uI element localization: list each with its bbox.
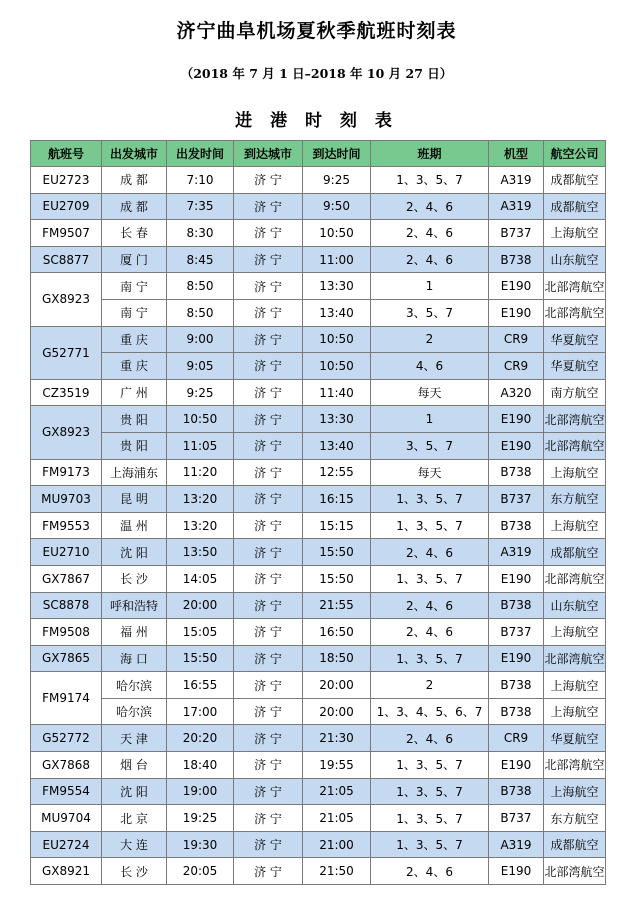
airline-cell: 东方航空 — [544, 486, 606, 513]
flight-number-cell: SC8877 — [31, 246, 102, 273]
airline-cell: 山东航空 — [544, 592, 606, 619]
table-row — [31, 592, 606, 619]
aircraft-cell: E190 — [489, 432, 544, 459]
airline-cell: 上海航空 — [544, 619, 606, 646]
table-row — [31, 778, 606, 805]
days-cell: 1、3、5、7 — [371, 645, 489, 672]
departure-city-cell: 海 口 — [102, 645, 167, 672]
days-cell: 3、5、7 — [371, 432, 489, 459]
aircraft-cell: E190 — [489, 406, 544, 433]
arrival-time-cell: 21:00 — [303, 831, 371, 858]
aircraft-cell: A319 — [489, 539, 544, 566]
days-cell: 1、3、5、7 — [371, 167, 489, 194]
arrival-time-cell: 15:15 — [303, 512, 371, 539]
table-row — [31, 725, 606, 752]
departure-time-cell: 8:45 — [167, 246, 234, 273]
table-row — [31, 299, 606, 326]
aircraft-cell: CR9 — [489, 326, 544, 353]
table-row — [31, 193, 606, 220]
days-cell: 2 — [371, 672, 489, 699]
flight-number-cell: MU9703 — [31, 486, 102, 513]
arrival-city-cell: 济 宁 — [234, 858, 303, 885]
days-cell: 2、4、6 — [371, 858, 489, 885]
aircraft-cell: E190 — [489, 273, 544, 300]
header-arrival-time: 到达时间 — [303, 141, 371, 167]
arrival-city-cell: 济 宁 — [234, 379, 303, 406]
aircraft-cell: E190 — [489, 299, 544, 326]
aircraft-cell: B738 — [489, 592, 544, 619]
arrival-time-cell: 13:40 — [303, 299, 371, 326]
arrival-time-cell: 19:55 — [303, 752, 371, 779]
departure-time-cell: 16:55 — [167, 672, 234, 699]
flight-number-cell: G52771 — [31, 326, 102, 379]
aircraft-cell: B738 — [489, 672, 544, 699]
arrival-time-cell: 15:50 — [303, 565, 371, 592]
arrival-city-cell: 济 宁 — [234, 326, 303, 353]
flight-number-cell: FM9174 — [31, 672, 102, 725]
arrival-city-cell: 济 宁 — [234, 193, 303, 220]
arrival-city-cell: 济 宁 — [234, 220, 303, 247]
days-cell: 2、4、6 — [371, 246, 489, 273]
arrival-time-cell: 10:50 — [303, 220, 371, 247]
departure-city-cell: 广 州 — [102, 379, 167, 406]
days-cell: 1、3、5、7 — [371, 831, 489, 858]
arrival-time-cell: 13:30 — [303, 273, 371, 300]
arrival-city-cell: 济 宁 — [234, 486, 303, 513]
airline-cell: 华夏航空 — [544, 725, 606, 752]
aircraft-cell: A320 — [489, 379, 544, 406]
days-cell: 1、3、5、7 — [371, 486, 489, 513]
departure-city-cell: 天 津 — [102, 725, 167, 752]
arrival-city-cell: 济 宁 — [234, 432, 303, 459]
arrival-city-cell: 济 宁 — [234, 672, 303, 699]
aircraft-cell: B737 — [489, 619, 544, 646]
table-row — [31, 645, 606, 672]
header-departure-city: 出发城市 — [102, 141, 167, 167]
arrival-time-cell: 11:00 — [303, 246, 371, 273]
table-row — [31, 353, 606, 380]
departure-time-cell: 20:05 — [167, 858, 234, 885]
departure-city-cell: 昆 明 — [102, 486, 167, 513]
departure-city-cell: 成 都 — [102, 167, 167, 194]
departure-time-cell: 9:25 — [167, 379, 234, 406]
days-cell: 1 — [371, 406, 489, 433]
aircraft-cell: B738 — [489, 246, 544, 273]
aircraft-cell: A319 — [489, 167, 544, 194]
aircraft-cell: B737 — [489, 805, 544, 832]
airline-cell: 山东航空 — [544, 246, 606, 273]
arrival-city-cell: 济 宁 — [234, 539, 303, 566]
arrival-time-cell: 9:50 — [303, 193, 371, 220]
flight-number-cell: EU2723 — [31, 167, 102, 194]
days-cell: 2、4、6 — [371, 725, 489, 752]
flight-number-cell: MU9704 — [31, 805, 102, 832]
flight-number-cell: GX8923 — [31, 273, 102, 326]
airline-cell: 华夏航空 — [544, 326, 606, 353]
arrival-city-cell: 济 宁 — [234, 619, 303, 646]
arrival-time-cell: 12:55 — [303, 459, 371, 486]
table-row — [31, 619, 606, 646]
departure-city-cell: 大 连 — [102, 831, 167, 858]
airline-cell: 北部湾航空 — [544, 432, 606, 459]
arrival-time-cell: 11:40 — [303, 379, 371, 406]
departure-time-cell: 9:05 — [167, 353, 234, 380]
departure-city-cell: 北 京 — [102, 805, 167, 832]
departure-city-cell: 烟 台 — [102, 752, 167, 779]
airline-cell: 成都航空 — [544, 539, 606, 566]
departure-time-cell: 7:35 — [167, 193, 234, 220]
table-row — [31, 273, 606, 300]
departure-time-cell: 8:50 — [167, 299, 234, 326]
airline-cell: 华夏航空 — [544, 353, 606, 380]
table-row — [31, 220, 606, 247]
arrival-city-cell: 济 宁 — [234, 512, 303, 539]
arrival-time-cell: 21:30 — [303, 725, 371, 752]
table-row — [31, 858, 606, 885]
departure-time-cell: 13:20 — [167, 512, 234, 539]
aircraft-cell: E190 — [489, 752, 544, 779]
days-cell: 1、3、5、7 — [371, 512, 489, 539]
arrival-time-cell: 15:50 — [303, 539, 371, 566]
days-cell: 2、4、6 — [371, 220, 489, 247]
date-range: （2018 年 7 月 1 日–2018 年 10 月 27 日） — [180, 66, 453, 81]
departure-time-cell: 15:05 — [167, 619, 234, 646]
aircraft-cell: CR9 — [489, 725, 544, 752]
aircraft-cell: A319 — [489, 193, 544, 220]
airline-cell: 上海航空 — [544, 672, 606, 699]
days-cell: 每天 — [371, 379, 489, 406]
airline-cell: 北部湾航空 — [544, 299, 606, 326]
departure-city-cell: 南 宁 — [102, 273, 167, 300]
aircraft-cell: B738 — [489, 778, 544, 805]
aircraft-cell: E190 — [489, 858, 544, 885]
table-row — [31, 805, 606, 832]
airline-cell: 北部湾航空 — [544, 273, 606, 300]
header-days: 班期 — [371, 141, 489, 167]
airline-cell: 北部湾航空 — [544, 565, 606, 592]
table-row — [31, 672, 606, 699]
airline-cell: 北部湾航空 — [544, 752, 606, 779]
flight-number-cell: G52772 — [31, 725, 102, 752]
departure-time-cell: 19:00 — [167, 778, 234, 805]
arrival-time-cell: 13:40 — [303, 432, 371, 459]
departure-city-cell: 长 沙 — [102, 858, 167, 885]
arrival-city-cell: 济 宁 — [234, 592, 303, 619]
arrival-city-cell: 济 宁 — [234, 353, 303, 380]
header-flight-number: 航班号 — [31, 141, 102, 167]
flight-number-cell: GX7865 — [31, 645, 102, 672]
arrival-time-cell: 13:30 — [303, 406, 371, 433]
departure-city-cell: 福 州 — [102, 619, 167, 646]
departure-time-cell: 20:00 — [167, 592, 234, 619]
table-row — [31, 326, 606, 353]
flight-number-cell: SC8878 — [31, 592, 102, 619]
departure-time-cell: 8:30 — [167, 220, 234, 247]
arrival-city-cell: 济 宁 — [234, 752, 303, 779]
arrival-city-cell: 济 宁 — [234, 273, 303, 300]
departure-time-cell: 8:50 — [167, 273, 234, 300]
airline-cell: 上海航空 — [544, 220, 606, 247]
arrival-city-cell: 济 宁 — [234, 778, 303, 805]
flight-number-cell: FM9508 — [31, 619, 102, 646]
table-header-row — [31, 141, 606, 167]
header-airline: 航空公司 — [544, 141, 606, 167]
departure-time-cell: 17:00 — [167, 698, 234, 725]
arrival-city-cell: 济 宁 — [234, 805, 303, 832]
departure-city-cell: 长 沙 — [102, 565, 167, 592]
table-row — [31, 432, 606, 459]
arrival-city-cell: 济 宁 — [234, 725, 303, 752]
table-body — [31, 167, 606, 885]
aircraft-cell: B737 — [489, 220, 544, 247]
departure-city-cell: 重 庆 — [102, 326, 167, 353]
airline-cell: 成都航空 — [544, 831, 606, 858]
aircraft-cell: E190 — [489, 565, 544, 592]
days-cell: 1 — [371, 273, 489, 300]
days-cell: 4、6 — [371, 353, 489, 380]
departure-city-cell: 呼和浩特 — [102, 592, 167, 619]
flight-number-cell: FM9507 — [31, 220, 102, 247]
arrival-time-cell: 20:00 — [303, 698, 371, 725]
departure-city-cell: 厦 门 — [102, 246, 167, 273]
flight-number-cell: FM9173 — [31, 459, 102, 486]
departure-time-cell: 18:40 — [167, 752, 234, 779]
table-row — [31, 831, 606, 858]
aircraft-cell: B738 — [489, 698, 544, 725]
arrival-city-cell: 济 宁 — [234, 167, 303, 194]
aircraft-cell: B738 — [489, 459, 544, 486]
table-row — [31, 512, 606, 539]
arrival-time-cell: 21:55 — [303, 592, 371, 619]
airline-cell: 成都航空 — [544, 167, 606, 194]
aircraft-cell: E190 — [489, 645, 544, 672]
days-cell: 1、3、5、7 — [371, 752, 489, 779]
arrival-city-cell: 济 宁 — [234, 698, 303, 725]
airline-cell: 上海航空 — [544, 459, 606, 486]
days-cell: 2、4、6 — [371, 592, 489, 619]
airline-cell: 上海航空 — [544, 512, 606, 539]
section-title: 进 港 时 刻 表 — [235, 111, 398, 131]
table-row — [31, 752, 606, 779]
arrival-time-cell: 18:50 — [303, 645, 371, 672]
departure-city-cell: 上海浦东 — [102, 459, 167, 486]
departure-time-cell: 7:10 — [167, 167, 234, 194]
table-row — [31, 565, 606, 592]
flight-number-cell: EU2724 — [31, 831, 102, 858]
departure-city-cell: 哈尔滨 — [102, 698, 167, 725]
aircraft-cell: B738 — [489, 512, 544, 539]
airline-cell: 南方航空 — [544, 379, 606, 406]
airline-cell: 北部湾航空 — [544, 406, 606, 433]
arrival-city-cell: 济 宁 — [234, 459, 303, 486]
departure-city-cell: 成 都 — [102, 193, 167, 220]
days-cell: 1、3、5、7 — [371, 805, 489, 832]
departure-time-cell: 20:20 — [167, 725, 234, 752]
departure-city-cell: 贵 阳 — [102, 406, 167, 433]
departure-time-cell: 13:20 — [167, 486, 234, 513]
aircraft-cell: A319 — [489, 831, 544, 858]
departure-city-cell: 贵 阳 — [102, 432, 167, 459]
arrival-city-cell: 济 宁 — [234, 831, 303, 858]
arrival-time-cell: 21:50 — [303, 858, 371, 885]
arrival-city-cell: 济 宁 — [234, 246, 303, 273]
departure-city-cell: 沈 阳 — [102, 539, 167, 566]
airline-cell: 北部湾航空 — [544, 858, 606, 885]
arrival-time-cell: 10:50 — [303, 326, 371, 353]
airline-cell: 上海航空 — [544, 698, 606, 725]
days-cell: 1、3、5、7 — [371, 778, 489, 805]
days-cell: 2、4、6 — [371, 619, 489, 646]
flight-number-cell: GX7867 — [31, 565, 102, 592]
days-cell: 3、5、7 — [371, 299, 489, 326]
table-row — [31, 539, 606, 566]
flight-number-cell: EU2710 — [31, 539, 102, 566]
days-cell: 1、3、5、7 — [371, 565, 489, 592]
departure-time-cell: 13:50 — [167, 539, 234, 566]
table-row — [31, 406, 606, 433]
departure-time-cell: 14:05 — [167, 565, 234, 592]
departure-city-cell: 沈 阳 — [102, 778, 167, 805]
departure-time-cell: 10:50 — [167, 406, 234, 433]
departure-time-cell: 9:00 — [167, 326, 234, 353]
flight-number-cell: GX8921 — [31, 858, 102, 885]
table-row — [31, 379, 606, 406]
flight-number-cell: EU2709 — [31, 193, 102, 220]
departure-time-cell: 19:30 — [167, 831, 234, 858]
header-arrival-city: 到达城市 — [234, 141, 303, 167]
table-row — [31, 246, 606, 273]
table-row — [31, 167, 606, 194]
departure-city-cell: 重 庆 — [102, 353, 167, 380]
flight-number-cell: FM9553 — [31, 512, 102, 539]
arrival-city-cell: 济 宁 — [234, 299, 303, 326]
departure-city-cell: 长 春 — [102, 220, 167, 247]
header-departure-time: 出发时间 — [167, 141, 234, 167]
arrival-time-cell: 21:05 — [303, 778, 371, 805]
days-cell: 2、4、6 — [371, 193, 489, 220]
departure-time-cell: 19:25 — [167, 805, 234, 832]
departure-time-cell: 11:20 — [167, 459, 234, 486]
arrival-time-cell: 21:05 — [303, 805, 371, 832]
airline-cell: 成都航空 — [544, 193, 606, 220]
airline-cell: 东方航空 — [544, 805, 606, 832]
arrival-time-cell: 9:25 — [303, 167, 371, 194]
arrival-time-cell: 20:00 — [303, 672, 371, 699]
aircraft-cell: CR9 — [489, 353, 544, 380]
flight-number-cell: GX8923 — [31, 406, 102, 459]
flight-number-cell: GX7868 — [31, 752, 102, 779]
arrival-city-cell: 济 宁 — [234, 406, 303, 433]
arrival-time-cell: 16:50 — [303, 619, 371, 646]
days-cell: 2、4、6 — [371, 539, 489, 566]
arrival-city-cell: 济 宁 — [234, 565, 303, 592]
arrival-schedule-table — [30, 140, 606, 885]
page-title: 济宁曲阜机场夏秋季航班时刻表 — [176, 20, 457, 42]
departure-time-cell: 15:50 — [167, 645, 234, 672]
days-cell: 1、3、4、5、6、7 — [371, 698, 489, 725]
arrival-city-cell: 济 宁 — [234, 645, 303, 672]
table-row — [31, 698, 606, 725]
aircraft-cell: B737 — [489, 486, 544, 513]
table-row — [31, 486, 606, 513]
departure-city-cell: 南 宁 — [102, 299, 167, 326]
header-aircraft: 机型 — [489, 141, 544, 167]
table-row — [31, 459, 606, 486]
days-cell: 每天 — [371, 459, 489, 486]
departure-time-cell: 11:05 — [167, 432, 234, 459]
arrival-time-cell: 16:15 — [303, 486, 371, 513]
airline-cell: 上海航空 — [544, 778, 606, 805]
arrival-time-cell: 10:50 — [303, 353, 371, 380]
days-cell: 2 — [371, 326, 489, 353]
flight-number-cell: CZ3519 — [31, 379, 102, 406]
flight-number-cell: FM9554 — [31, 778, 102, 805]
airline-cell: 北部湾航空 — [544, 645, 606, 672]
departure-city-cell: 温 州 — [102, 512, 167, 539]
departure-city-cell: 哈尔滨 — [102, 672, 167, 699]
